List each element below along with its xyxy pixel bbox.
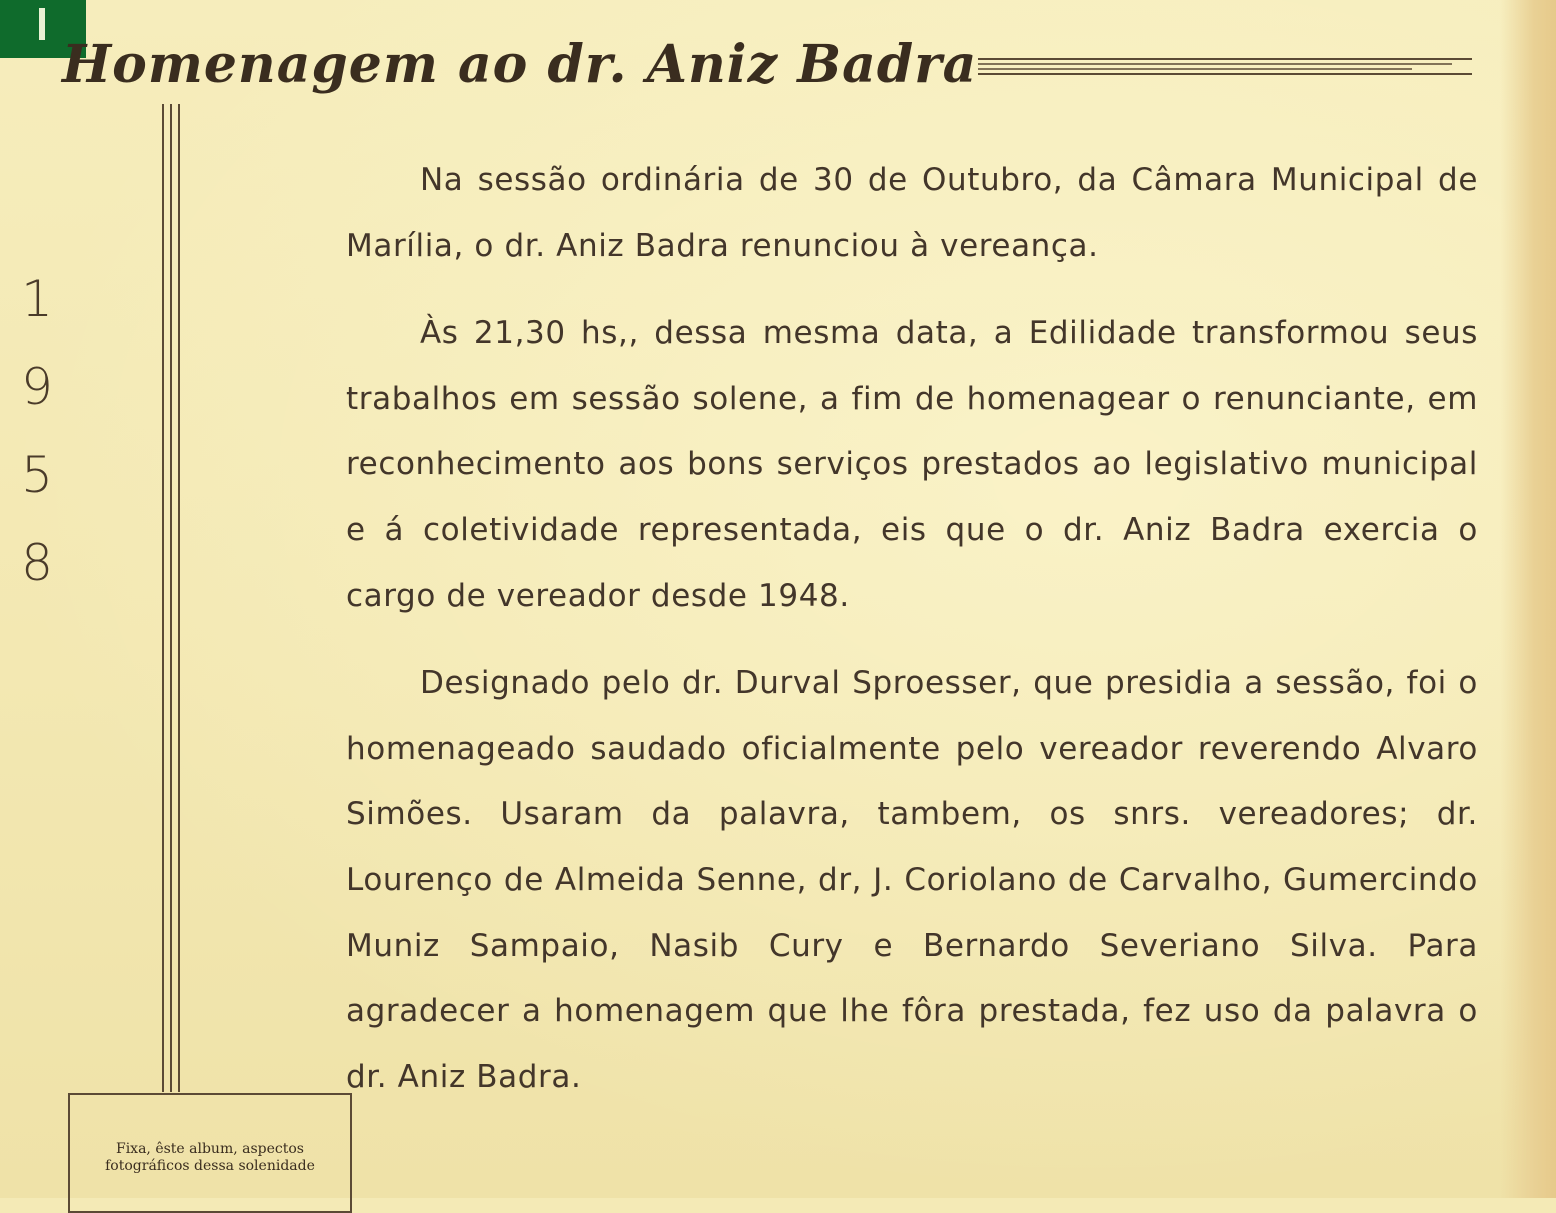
year-digit: 1 xyxy=(21,270,53,328)
year-digit: 8 xyxy=(21,534,53,592)
photo-caption-box xyxy=(68,1093,352,1213)
paragraph: Na sessão ordinária de 30 de Outubro, da Câmara Municipal de Marília, o dr. Aniz Badra renunciou à vereança. xyxy=(346,162,1478,264)
year-digit: 9 xyxy=(21,358,53,416)
photo-caption xyxy=(70,1141,350,1175)
paragraph: Designado pelo dr. Durval Sproesser, que presidia a sessão, foi o homenageado saudado oficialmente pelo vereador reverendo Alvaro Simões. Usaram da palavra, tambem, os snrs. vereadores; dr. Lourenço de Almeida Senne, dr, J. Coriolano de Carvalho, Gumercindo Muniz Sampaio, Nasib Cury e Bernardo Severiano Silva. Para agradecer a homenagem que lhe fôra prestada, fez uso da palavra o dr. Aniz Badra. xyxy=(346,665,1478,1095)
page-title: Homenagem ao dr. Aniz Badra xyxy=(62,34,978,95)
title-rule xyxy=(972,52,1492,82)
year-vertical xyxy=(0,268,74,620)
divider-line-3 xyxy=(178,104,180,1092)
divider-line-1 xyxy=(162,104,164,1092)
page-edge-shadow xyxy=(1500,0,1556,1198)
caption-line: Fixa, êste album, aspectos xyxy=(115,1141,304,1157)
page-tab-mark xyxy=(39,8,45,40)
article-body xyxy=(346,148,1478,1132)
divider-line-2 xyxy=(170,104,172,1092)
year-digit: 5 xyxy=(21,446,53,504)
paragraph: Às 21,30 hs,, dessa mesma data, a Edilidade transformou seus trabalhos em sessão solene, a fim de homenagear o renunciante, em reconhecimento aos bons serviços prestados ao legislativo municipal e á coletividade representada, eis que o dr. Aniz Badra exercia o cargo de vereador desde 1948. xyxy=(346,315,1478,614)
caption-line: fotográficos dessa solenidade xyxy=(105,1158,315,1174)
